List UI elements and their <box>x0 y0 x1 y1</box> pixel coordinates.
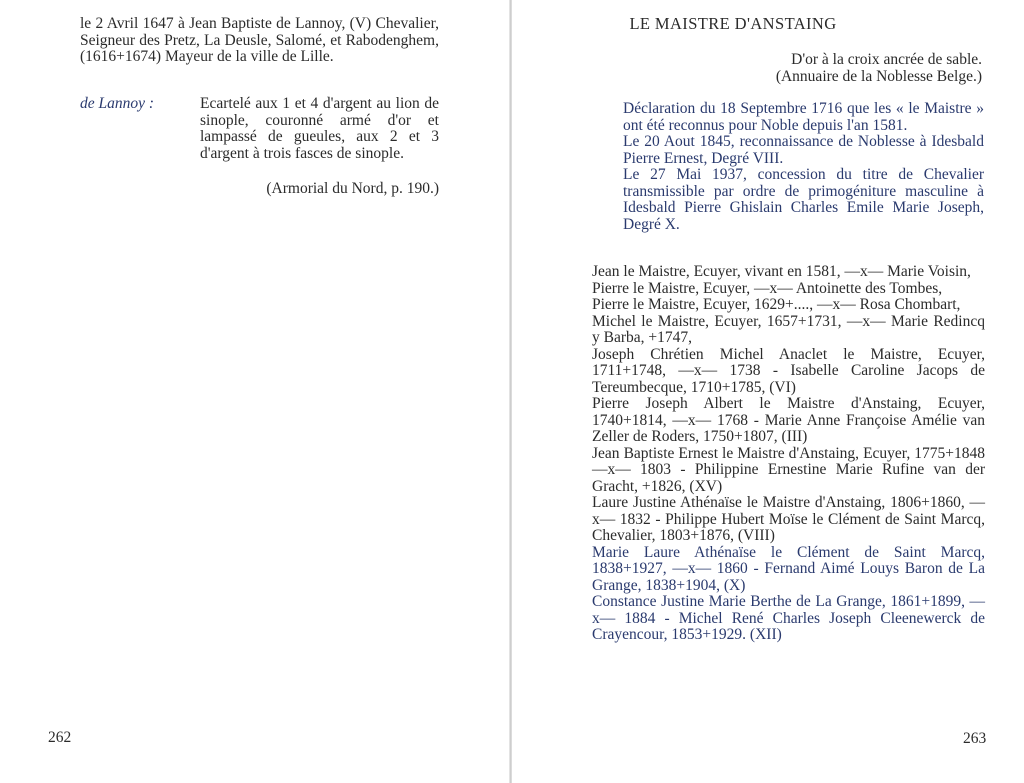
genealogy-entry: Jean le Maistre, Ecuyer, vivant en 1581, —x— Marie Voisin, <box>592 263 971 280</box>
genealogy-entry: Michel le Maistre, Ecuyer, 1657+1731, —x— Marie Redincq y Barba, +1747, <box>592 312 985 346</box>
chapter-title: LE MAISTRE D'ANSTAING <box>629 14 837 33</box>
genealogy-entry: Laure Justine Athénaïse le Maistre d'Anstaing, 1806+1860, —x— 1832 - Philippe Hubert Moïse le Clément de Saint Marcq, Chevalier, 1803+1876, (VIII) <box>592 494 985 544</box>
book-gutter <box>509 0 512 783</box>
arms-blazon: D'or à la croix ancrée de sable. <box>791 51 982 68</box>
page-number-left: 262 <box>48 729 72 746</box>
genealogy-entry: Joseph Chrétien Michel Anaclet le Maistre, Ecuyer, 1711+1748, —x— 1738 - Isabelle Caroline Jacops de Tereumbecque, 1710+1785, (VI) <box>592 345 985 396</box>
right-page <box>522 0 1024 783</box>
declaration-paragraph: Le 20 Aout 1845, reconnaissance de Noblesse à Idesbald Pierre Ernest, Degré VIII. <box>623 133 984 167</box>
arms-source: (Annuaire de la Noblesse Belge.) <box>775 68 982 85</box>
genealogy-entry: Marie Laure Athénaïse le Clément de Saint Marcq, 1838+1927, —x— 1860 - Fernand Aimé Louys Baron de La Grange, 1838+1904, (X) <box>592 543 985 594</box>
declarations-block <box>623 101 984 233</box>
left-page <box>0 0 500 783</box>
lannoy-label: de Lannoy : <box>80 95 155 112</box>
genealogy-entry: Pierre le Maistre, Ecuyer, 1629+...., —x— Rosa Chombart, <box>592 296 961 313</box>
intro-paragraph: le 2 Avril 1647 à Jean Baptiste de Lannoy, (V) Chevalier, Seigneur des Pretz, La Deusle, Salomé, et Rabodenghem, (1616+1674) Mayeur de la ville de Lille. <box>80 15 439 65</box>
genealogy-entry: Jean Baptiste Ernest le Maistre d'Anstaing, Ecuyer, 1775+1848 —x— 1803 - Philippine Ernestine Marie Rufine van der Gracht, +1826, (XV) <box>592 444 985 495</box>
declaration-paragraph: Le 27 Mai 1937, concession du titre de Chevalier transmissible par ordre de primogéniture masculine à Idesbald Pierre Ghislain Charles Emile Marie Joseph, Degré X. <box>623 166 984 233</box>
genealogy-entry: Constance Justine Marie Berthe de La Grange, 1861+1899, —x— 1884 - Michel René Charles Joseph Cleenewerck de Crayencour, 1853+1929. (XII) <box>592 593 985 643</box>
blazon-source: (Armorial du Nord, p. 190.) <box>266 180 439 197</box>
genealogy-entry: Pierre Joseph Albert le Maistre d'Anstaing, Ecuyer, 1740+1814, —x— 1768 - Marie Anne Françoise Amélie van Zeller de Roders, 1750+1807, (III) <box>592 395 985 445</box>
page-number-right: 263 <box>963 730 987 747</box>
genealogy-list <box>592 264 985 644</box>
lannoy-blazon: Ecartelé aux 1 et 4 d'argent au lion de sinople, couronné armé d'or et lampassé de gueules, aux 2 et 3 d'argent à trois fasces de sinople. <box>200 95 439 162</box>
declaration-paragraph: Déclaration du 18 Septembre 1716 que les « le Maistre » ont été reconnus pour Noble depuis l'an 1581. <box>623 100 984 134</box>
genealogy-entry: Pierre le Maistre, Ecuyer, —x— Antoinette des Tombes, <box>592 279 943 297</box>
